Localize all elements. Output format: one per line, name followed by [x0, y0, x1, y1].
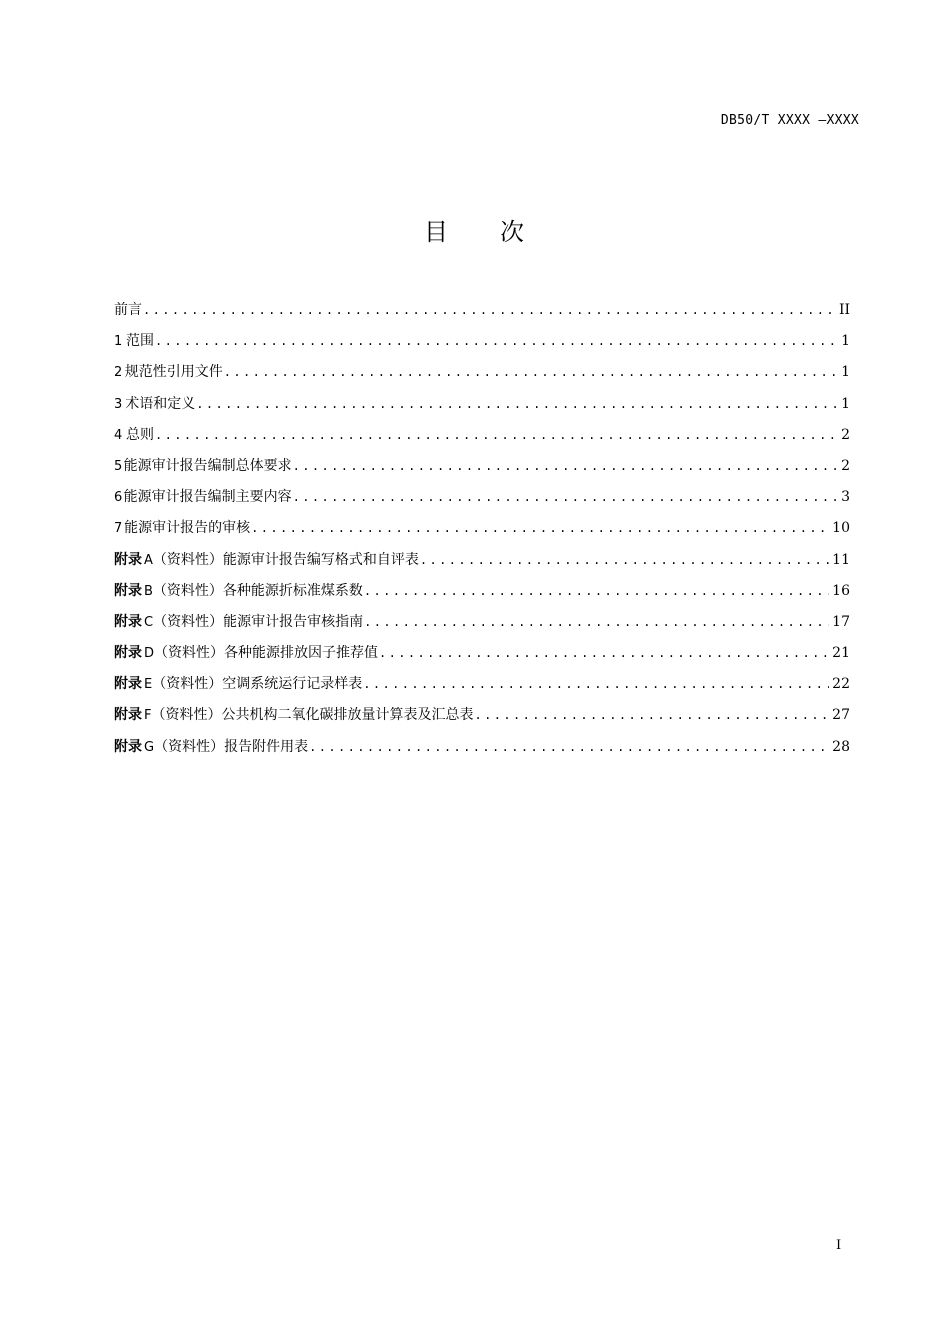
toc-entry-number: 3 [114, 396, 123, 412]
toc-dot-leader [474, 708, 829, 722]
toc-entry-title: 能源审计报告的审核 [124, 520, 251, 537]
toc-dot-leader [379, 646, 829, 660]
toc-dot-leader [143, 303, 836, 317]
toc-dot-leader [364, 584, 829, 598]
toc-entry-number: 7 [114, 521, 123, 537]
toc-entry-title: （资料性）空调系统运行记录样表 [152, 676, 363, 693]
toc-entry-page: 22 [832, 676, 850, 693]
toc-entry-appendix-letter: F [144, 708, 152, 724]
toc-entry-appendix-prefix: 附录 [114, 551, 142, 568]
toc-entry-title: （资料性）能源审计报告编写格式和自评表 [152, 551, 419, 568]
toc-title [0, 212, 950, 247]
toc-entry-appendix-prefix: 附录 [114, 707, 142, 724]
toc-entry-number: 4 [114, 427, 123, 443]
toc-entry-appendix-prefix: 附录 [114, 676, 142, 693]
toc-entry-number: 1 [114, 334, 123, 350]
toc-entry-page: 1 [841, 364, 850, 381]
toc-entry-title: （资料性）各种能源折标准煤系数 [152, 582, 363, 599]
toc-entry[interactable] [114, 330, 850, 361]
toc-entry-page: 28 [832, 738, 850, 755]
toc-entry[interactable] [114, 393, 850, 424]
toc-entry[interactable] [114, 455, 850, 486]
toc-entry-title: 范围 [125, 333, 154, 350]
toc-title-part2: 次 [500, 218, 526, 246]
toc-entry[interactable] [114, 736, 850, 767]
toc-dot-leader [251, 521, 829, 535]
toc-entry[interactable] [114, 299, 850, 330]
toc-entry-appendix-prefix: 附录 [114, 645, 142, 662]
toc-dot-leader [155, 334, 838, 348]
toc-dot-leader [293, 459, 839, 473]
toc-entry-page: 27 [832, 707, 850, 724]
toc-entry-title: 前言 [114, 302, 142, 318]
toc-entry-title: 能源审计报告编制主要内容 [123, 489, 292, 506]
toc-dot-leader [224, 365, 838, 379]
toc-entry-page: 16 [832, 582, 850, 599]
toc-dot-leader [309, 740, 829, 754]
toc-entry-title: 能源审计报告编制总体要求 [123, 457, 292, 474]
toc-entry[interactable] [114, 424, 850, 455]
toc-entry-appendix-letter: D [144, 646, 155, 662]
toc-entry-page: II [838, 302, 850, 318]
toc-entry-title: （资料性）各种能源排放因子推荐值 [154, 645, 379, 662]
toc-entry-page: 17 [832, 613, 850, 630]
toc-entry-number: 2 [114, 365, 123, 381]
toc-entry-number: 6 [114, 490, 123, 506]
toc-entry-page: 2 [841, 457, 850, 474]
toc-entry[interactable] [114, 611, 850, 642]
toc-entry-appendix-letter: C [144, 614, 154, 630]
toc-entry[interactable] [114, 361, 850, 392]
toc-entry-title: （资料性）公共机构二氧化碳排放量计算表及汇总表 [151, 707, 474, 724]
toc-entry-appendix-letter: E [144, 677, 153, 693]
toc-entry-title: 总则 [125, 426, 154, 443]
toc-entry-page: 2 [841, 426, 850, 443]
toc-entry-appendix-prefix: 附录 [114, 613, 142, 630]
toc-entry[interactable] [114, 673, 850, 704]
toc-entry-page: 3 [841, 489, 850, 506]
toc-entry-page: 1 [841, 333, 850, 350]
toc-dot-leader [155, 428, 838, 442]
toc-entry-page: 10 [832, 520, 850, 537]
toc-entry-appendix-prefix: 附录 [114, 582, 142, 599]
toc-entry-number: 5 [114, 458, 123, 474]
toc-entry-appendix-letter: G [144, 739, 155, 755]
toc-entry[interactable] [114, 580, 850, 611]
toc-dot-leader [364, 615, 829, 629]
page-number: I [836, 1238, 842, 1253]
toc-entry-title: （资料性）能源审计报告审核指南 [153, 613, 364, 630]
toc-entry-page: 1 [841, 395, 850, 412]
table-of-contents [114, 299, 850, 767]
toc-entry[interactable] [114, 704, 850, 735]
toc-entry-title: （资料性）报告附件用表 [154, 738, 309, 755]
toc-entry-page: 21 [832, 645, 850, 662]
toc-entry[interactable] [114, 486, 850, 517]
toc-entry-appendix-letter: B [144, 583, 153, 599]
toc-entry[interactable] [114, 517, 850, 548]
toc-dot-leader [420, 553, 829, 567]
toc-entry-appendix-letter: A [144, 552, 153, 568]
toc-entry[interactable] [114, 549, 850, 580]
toc-dot-leader [363, 677, 829, 691]
toc-dot-leader [293, 490, 839, 504]
toc-entry[interactable] [114, 642, 850, 673]
toc-entry-title: 术语和定义 [125, 395, 196, 412]
toc-entry-appendix-prefix: 附录 [114, 738, 142, 755]
toc-dot-leader [196, 397, 838, 411]
document-code: DB50/T XXXX —XXXX [720, 113, 859, 128]
toc-title-part1: 目 [424, 218, 450, 246]
toc-entry-title: 规范性引用文件 [124, 364, 223, 381]
toc-entry-page: 11 [832, 551, 850, 568]
